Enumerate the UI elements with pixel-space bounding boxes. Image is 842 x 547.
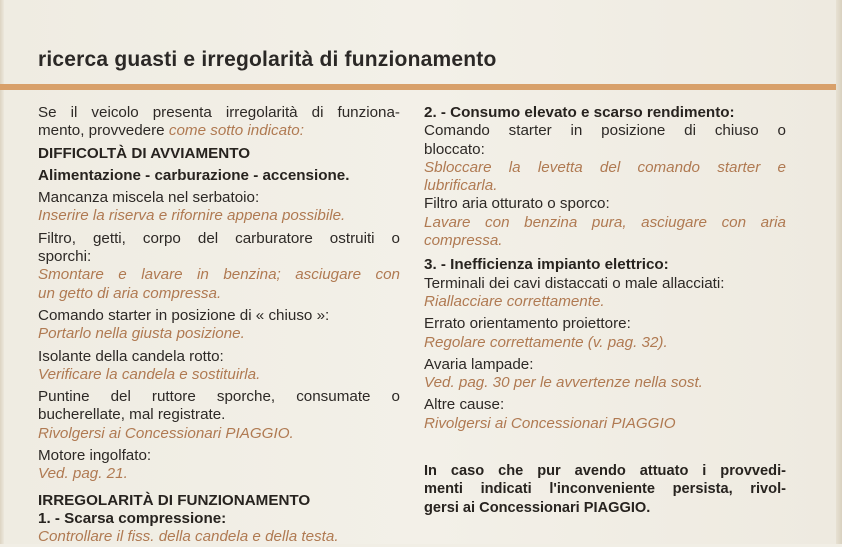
fault-item xyxy=(424,396,786,433)
final-note-line: gersi ai Concessionari PIAGGIO. xyxy=(424,499,651,516)
fault-cause: Isolante della candela rotto: xyxy=(38,347,224,365)
fault-remedy: Regolare correttamente (v. pag. 32). xyxy=(424,333,668,351)
fault-cause: bucherellate, mal registrate. xyxy=(38,406,226,424)
intro-line-1: Se il veicolo presenta irregolarità di funziona- xyxy=(38,104,400,121)
page-right-edge xyxy=(836,0,842,544)
intro-line-2 xyxy=(38,122,400,140)
fault-remedy: Verificare la candela e sostituirla. xyxy=(38,365,261,383)
fault-remedy: Rivolgersi ai Concessionari PIAGGIO xyxy=(424,414,676,432)
fault-remedy: Lavare con benzina pura, asciugare con aria xyxy=(424,213,786,231)
fault-remedy: Inserire la riserva e rifornire appena possibile. xyxy=(38,207,346,225)
fault-item xyxy=(38,388,400,443)
fault-remedy: Ved. pag. 30 per le avvertenze nella sost. xyxy=(424,374,703,392)
fault-remedy: lubrificarla. xyxy=(424,177,498,195)
fault-cause: Avaria lampade: xyxy=(424,355,534,373)
fault-cause: sporchi: xyxy=(38,248,92,266)
fault-item xyxy=(38,348,400,385)
fault-cause: Motore ingolfato: xyxy=(38,447,152,465)
subheading-consumo-elevato: 2. - Consumo elevato e scarso rendimento: xyxy=(424,104,735,121)
fault-cause: Comando starter in posizione di « chiuso »: xyxy=(38,306,330,324)
fault-item xyxy=(424,315,786,352)
fault-item xyxy=(424,356,786,393)
fault-remedy: compressa. xyxy=(424,232,503,250)
fault-remedy: Rivolgersi ai Concessionari PIAGGIO. xyxy=(38,424,294,442)
fault-cause: Errato orientamento proiettore: xyxy=(424,315,631,333)
fault-remedy: Sbloccare la levetta del comando starter e xyxy=(424,158,786,176)
final-note-line: In caso che pur avendo attuato i provvedi- xyxy=(424,463,786,480)
heading-irregolarita-funzionamento: IRREGOLARITÀ DI FUNZIONAMENTO xyxy=(38,491,311,509)
fault-cause: Altre cause: xyxy=(424,396,505,414)
subheading-scarsa-compressione: 1. - Scarsa compressione: xyxy=(38,509,227,527)
fault-item xyxy=(424,275,786,312)
fault-remedy: un getto di aria compressa. xyxy=(38,284,222,302)
title-underline-bar xyxy=(0,84,836,90)
fault-remedy: Smontare e lavare in benzina; asciugare con xyxy=(38,266,400,284)
fault-cause: Mancanza miscela nel serbatoio: xyxy=(38,189,260,207)
fault-cause: Terminali dei cavi distaccati o male allacciati: xyxy=(424,274,725,292)
fault-cause: Puntine del ruttore sporche, consumate o xyxy=(38,388,400,406)
fault-item xyxy=(38,230,400,303)
final-note xyxy=(424,461,786,518)
fault-item xyxy=(38,307,400,344)
page-title: ricerca guasti e irregolarità di funzionamento xyxy=(38,48,497,71)
page-left-edge xyxy=(0,0,4,544)
fault-remedy: Riallacciare correttamente. xyxy=(424,292,605,310)
final-note-line: menti indicati l'inconveniente persista, rivol- xyxy=(424,481,786,498)
intro-line-2-italic: come sotto indicato: xyxy=(168,122,304,140)
left-column xyxy=(38,104,400,547)
fault-cause: Filtro, getti, corpo del carburatore ostruiti o xyxy=(38,229,400,247)
heading-difficolta-avviamento: DIFFICOLTÀ DI AVVIAMENTO xyxy=(38,144,251,162)
fault-cause: Filtro aria otturato o sporco: xyxy=(424,195,610,213)
fault-remedy: Portarlo nella giusta posizione. xyxy=(38,325,245,343)
fault-remedy: Controllare il fiss. della candela e della testa. xyxy=(38,528,339,546)
subheading-alimentazione: Alimentazione - carburazione - accensione. xyxy=(38,166,350,184)
subheading-inefficienza-elettrico: 3. - Inefficienza impianto elettrico: xyxy=(424,256,669,274)
fault-cause: Comando starter in posizione di chiuso o xyxy=(424,122,786,140)
fault-item xyxy=(424,195,786,250)
fault-cause: bloccato: xyxy=(424,140,485,158)
fault-item xyxy=(38,189,400,226)
right-column xyxy=(424,104,786,518)
fault-item xyxy=(38,447,400,484)
fault-item xyxy=(424,122,786,195)
fault-remedy: Ved. pag. 21. xyxy=(38,465,128,483)
intro-line-2-plain: mento, provvedere xyxy=(38,122,165,140)
